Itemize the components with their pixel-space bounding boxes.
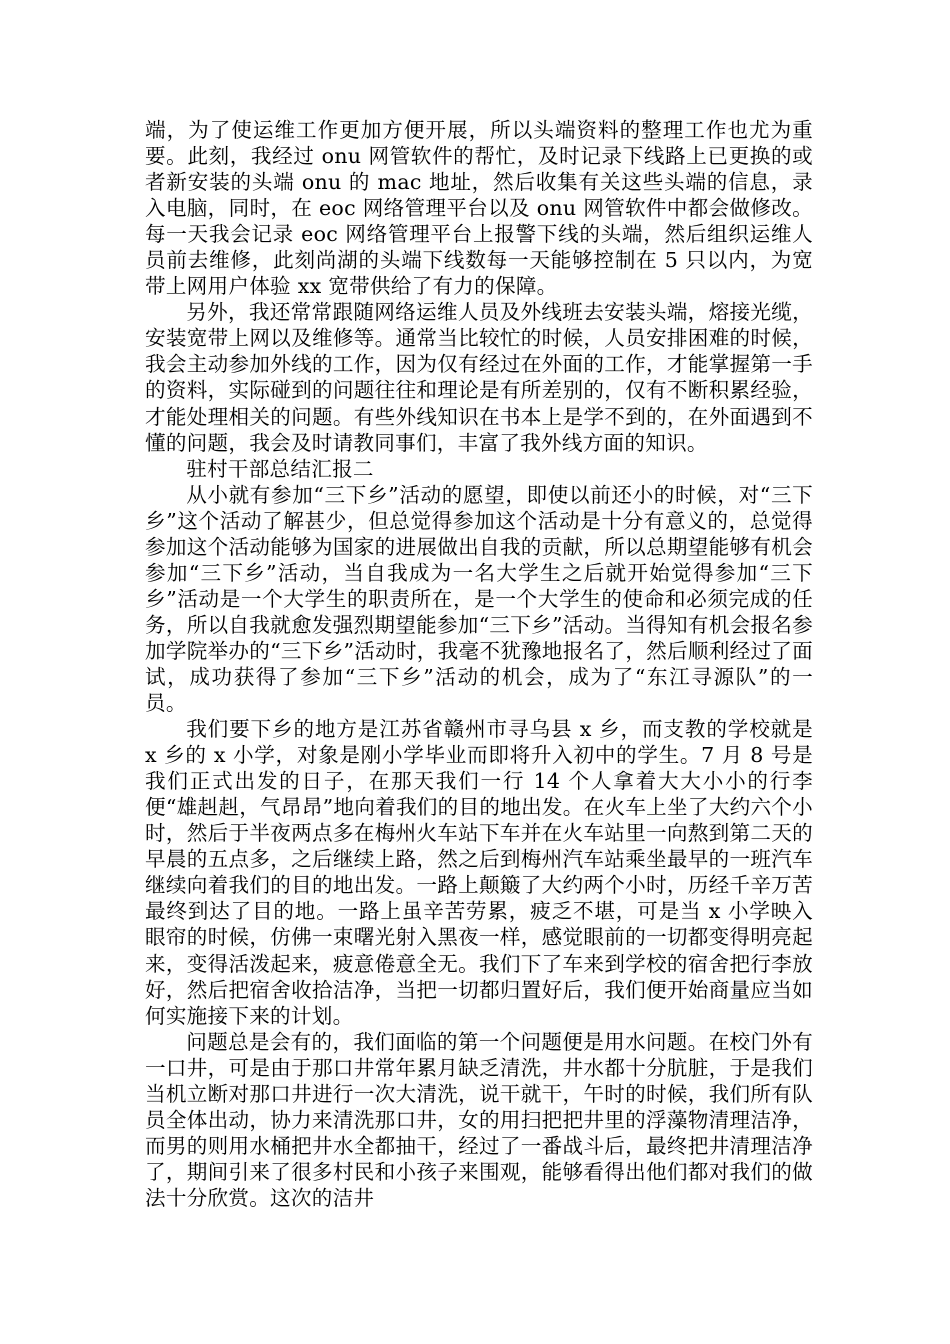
section-heading: 驻村干部总结汇报二	[186, 456, 374, 481]
paragraph-2: 另外，我还常常跟随网络运维人员及外线班去安装头端，熔接光缆，安装宽带上网以及维修等。通常当比较忙的时候，人员安排困难的时候，我会主动参加外线的工作，因为仅有经过在外面的工作，才能掌握第一手的资料，实际碰到的问题往往和理论是有所差别的，仅有不断积累经验，才能处理相关的问题。有些外线知识在书本上是学不到的，在外面遇到不懂的问题，我会及时请教同事们，丰富了我外线方面的知识。	[145, 300, 813, 455]
paragraph-3: 从小就有参加“三下乡”活动的愿望，即使以前还小的时候，对“三下乡”这个活动了解甚少，但总觉得参加这个活动是十分有意义的，总觉得参加这个活动能够为国家的进展做出自我的贡献，所以总期望能够有机会参加“三下乡”活动，当自我成为一名大学生之后就开始觉得参加“三下乡”活动是一个大学生的职责所在，是一个大学生的使命和必须完成的任务，所以自我就愈发强烈期望能参加“三下乡”活动。当得知有机会报名参加学院举办的“三下乡”活动时，我毫不犹豫地报名了，然后顺利经过了面试，成功获得了参加“三下乡”活动的机会，成为了“东江寻源队”的一员。	[145, 482, 813, 716]
paragraph-5: 问题总是会有的，我们面临的第一个问题便是用水问题。在校门外有一口井，可是由于那口井常年累月缺乏清洗，井水都十分肮脏，于是我们当机立断对那口井进行一次大清洗，说干就干，午时的时候，我们所有队员全体出动，协力来清洗那口井，女的用扫把把井里的浮藻物清理洁净，而男的则用水桶把井水全都抽干，经过了一番战斗后，最终把井清理洁净了，期间引来了很多村民和小孩子来围观，能够看得出他们都对我们的做法十分欣赏。这次的洁井	[145, 1029, 813, 1210]
paragraph-1: 端，为了使运维工作更加方便开展，所以头端资料的整理工作也尤为重要。此刻，我经过 onu 网管软件的帮忙，及时记录下线路上已更换的或者新安装的头端 onu 的 mac 地址，然后收集有关这些头端的信息，录入电脑，同时，在 eoc 网络管理平台以及 onu 网管软件中都会做修改。每一天我会记录 eoc 网络管理平台上报警下线的头端，然后组织运维人员前去维修，此刻尚湖的头端下线数每一天能够控制在 5 只以内，为宽带上网用户体验 xx 宽带供给了有力的保障。	[145, 118, 813, 299]
document-page	[145, 117, 813, 1211]
paragraph-4: 我们要下乡的地方是江苏省赣州市寻乌县 x 乡，而支教的学校就是 x 乡的 x 小学，对象是刚小学毕业而即将升入初中的学生。7 月 8 号是我们正式出发的日子，在那天我们一行 14 个人拿着大大小小的行李便“雄赳赳，气昂昂”地向着我们的目的地出发。在火车上坐了大约六个小时，然后于半夜两点多在梅州火车站下车并在火车站里一向熬到第二天的早晨的五点多，之后继续上路，然之后到梅州汽车站乘坐最早的一班汽车继续向着我们的目的地出发。一路上颠簸了大约两个小时，历经千辛万苦最终到达了目的地。一路上虽辛苦劳累，疲乏不堪，可是当 x 小学映入眼帘的时候，仿佛一束曙光射入黑夜一样，感觉眼前的一切都变得明亮起来，变得活泼起来，疲意倦意全无。我们下了车来到学校的宿舍把行李放好，然后把宿舍收拾洁净，当把一切都归置好后，我们便开始商量应当如何实施接下来的计划。	[145, 717, 813, 1028]
